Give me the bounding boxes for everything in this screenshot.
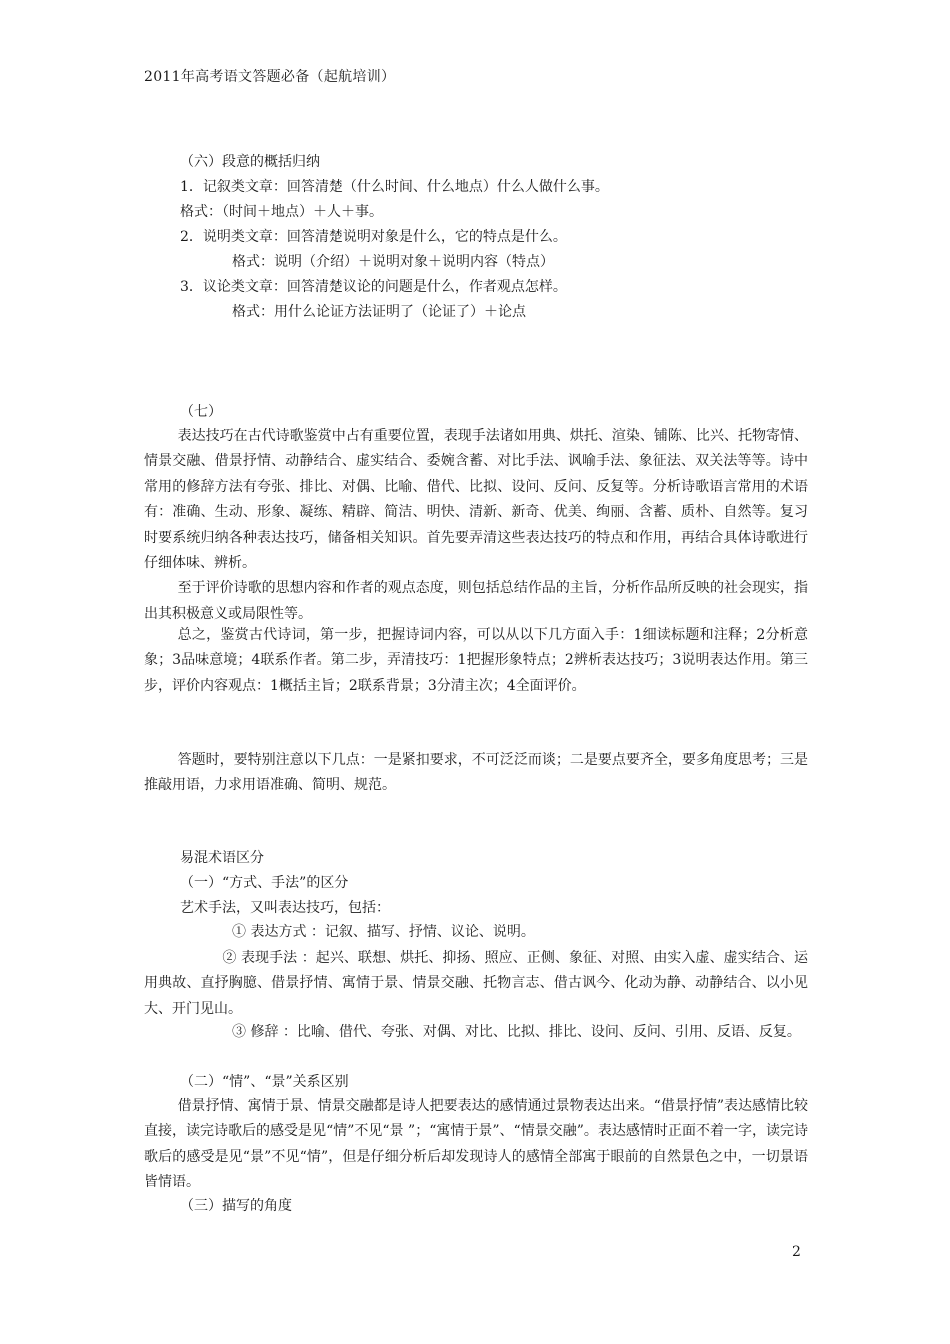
paragraph-scene-emotion: 借景抒情、寓情于景、情景交融都是诗人把要表达的感情通过景物表达出来。“借景抒情”表达感情比较直接，读完诗歌后的感受是见“情”不见“景 ”；“寓情于景”、“情景交融”。表达感情时正面不着一字，读完诗歌后的感受是见“景”不见“情”，但是仔细分析后却发现诗人的感情全部寓于眼前的自然景色之中，一切景语皆情语。 <box>144 1098 808 1191</box>
paragraph-evaluation: 至于评价诗歌的思想内容和作者的观点态度，则包括总结作品的主旨，分析作品所反映的社会现实，指出其积极意义或局限性等。 <box>144 580 808 622</box>
section-6-item-1: 1．记叙类文章：回答清楚（什么时间、什么地点）什么人做什么事。 <box>180 179 609 195</box>
section-6-format-2: 格式：说明（介绍）＋说明对象＋说明内容（特点） <box>232 254 554 270</box>
paragraph-techniques: 表达技巧在古代诗歌鉴赏中占有重要位置，表现手法诸如用典、烘托、渲染、铺陈、比兴、托物寄情、情景交融、借景抒情、动静结合、虚实结合、委婉含蓄、对比手法、讽喻手法、象征法、双关法等等。诗中常用的修辞方法有夸张、排比、对偶、比喻、借代、比拟、设问、反问、反复等。分析诗歌语言常用的术语有：准确、生动、形象、凝练、精辟、简洁、明快、清新、新奇、优美、绚丽、含蓄、质朴、自然等。复习时要系统归纳各种表达技巧，储备相关知识。首先要弄清这些表达技巧的特点和作用，再结合具体诗歌进行仔细体味、辨析。 <box>144 428 808 572</box>
terms-item-techniques: ② 表现手法 ：起兴、联想、烘托、抑扬、照应、正侧、象征、对照、由实入虚、虚实结合、运用典故、直抒胸臆、借景抒情、寓情于景、情景交融、托物言志、借古讽今、化动为静、动静结合、以小见大、开门见山。 <box>144 950 808 1017</box>
terms-item-2-block <box>144 946 808 1022</box>
section-6-title: （六）段意的概括归纳 <box>180 154 320 170</box>
terms-intro: 艺术手法，又叫表达技巧，包括： <box>180 900 390 916</box>
scene-emotion-block <box>144 1094 808 1196</box>
paragraph-answer-tips: 答题时，要特别注意以下几点：一是紧扣要求，不可泛泛而谈；二是要点要齐全，要多角度思考；三是推敲用语，力求用语准确、简明、规范。 <box>144 752 808 794</box>
section-6-format-3: 格式：用什么论证方法证明了（论证了）＋论点 <box>232 304 526 320</box>
terms-subsection-2: （二）“情”、“景”关系区别 <box>180 1074 349 1090</box>
section-6-item-3: 3．议论类文章：回答清楚议论的问题是什么，作者观点怎样。 <box>180 279 567 295</box>
page-number: 2 <box>792 1244 801 1260</box>
answer-tips-block <box>144 748 808 799</box>
terms-title: 易混术语区分 <box>180 850 264 866</box>
terms-subsection-3: （三）描写的角度 <box>180 1198 292 1214</box>
section-7-title: （七） <box>180 404 222 420</box>
terms-item-rhetoric: ③ 修辞 ：比喻、借代、夸张、对偶、对比、比拟、排比、设问、反问、引用、反语、反复。 <box>232 1024 801 1040</box>
terms-subsection-1: （一）“方式、手法”的区分 <box>180 875 349 891</box>
paragraph-summary: 总之，鉴赏古代诗词，第一步，把握诗词内容，可以从以下几方面入手：1细读标题和注释；2分析意象；3品味意境；4联系作者。第二步，弄清技巧：1把握形象特点；2辨析表达技巧；3说明表达作用。第三步，评价内容观点：1概括主旨；2联系背景；3分清主次；4全面评价。 <box>144 627 808 694</box>
page-header: 2011年高考语文答题必备（起航培训） <box>144 69 396 85</box>
section-6-format-1: 格式：（时间＋地点）＋人＋事。 <box>180 204 383 220</box>
terms-item-expression-modes: ① 表达方式 ：记叙、描写、抒情、议论、说明。 <box>232 924 535 940</box>
summary-block <box>144 623 808 699</box>
section-7-body <box>144 424 808 627</box>
section-6-item-2: 2．说明类文章：回答清楚说明对象是什么，它的特点是什么。 <box>180 229 567 245</box>
